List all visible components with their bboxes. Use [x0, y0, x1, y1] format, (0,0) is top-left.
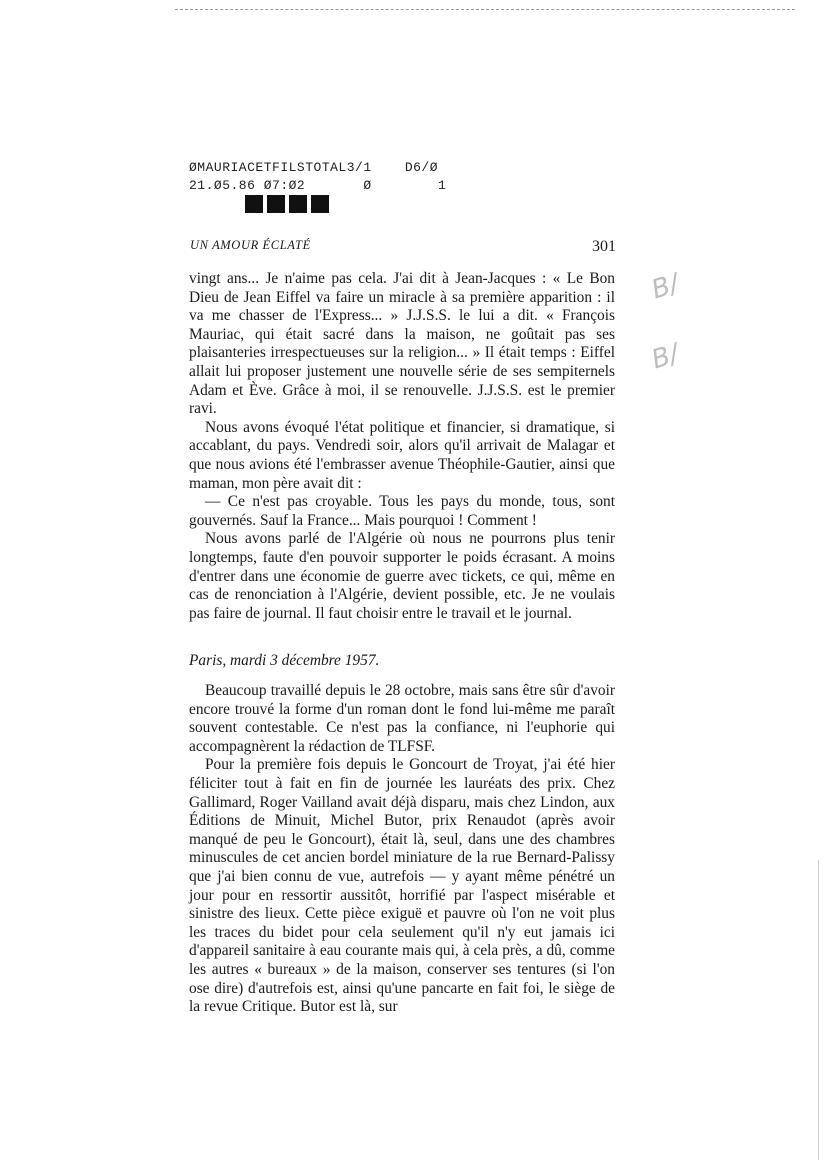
- margin-annotation: B/: [648, 268, 683, 306]
- paragraph: vingt ans... Je n'aime pas cela. J'ai dit à Jean-Jacques : « Le Bon Dieu de Jean Eiffel va faire un miracle à sa première apparition : il va me chasser de l'Express... » J.J.S.S. le lui a dit. « François Mauriac, qui était sacré dans la maison, ne goûtait pas ses plaisanteries irrespectueuses sur la religion... » Il était temps : Eiffel allait lui proposer justement une nouvelle série de ses sempiternels Adam et Ève. Grâce à moi, il se renouvelle. J.J.S.S. est le premier ravi.: [189, 270, 615, 418]
- top-scan-rule: [175, 9, 795, 10]
- text-section-1: [189, 270, 615, 623]
- margin-annotation: B/: [648, 338, 683, 376]
- scan-edge-line: [818, 860, 819, 1160]
- entry-dateline: Paris, mardi 3 décembre 1957.: [189, 652, 380, 669]
- registration-block: [267, 195, 285, 213]
- paragraph: Beaucoup travaillé depuis le 28 octobre, mais sans être sûr d'avoir encore trouvé la forme d'un roman dont le fond lui-même me paraît souvent contestable. Ce n'est pas la confiance, ni l'euphorie qui accompagnèrent la rédaction de TLFSF.: [189, 682, 615, 755]
- paragraph: Pour la première fois depuis le Goncourt de Troyat, j'ai été hier féliciter tout à fait en fin de journée les lauréats des prix. Chez Gallimard, Roger Vailland avait déjà disparu, mais chez Lindon, aux Éditions de Minuit, Michel Butor, prix Renaudot (après avoir manqué de peu le Goncourt), était là, seul, dans une des chambres minuscules de cet ancien bordel miniature de la rue Bernard-Palissy que j'ai bien connu de vue, autrefois — y ayant même pénétré un jour pour en ressortir aussitôt, horrifié par l'aspect misérable et sinistre des lieux. Cette pièce exiguë et pauvre où l'on ne voit plus les traces du bidet pour cela seulement qu'il n'y eut jamais ici d'appareil sanitaire à eau courante mais qui, à cela près, a dû, comme les autres « bureaux » de la maison, conserver ses tentures (si l'on ose dire) d'autrefois est, ainsi qu'une pancarte en fait foi, le siège de la revue Critique. Butor est là, sur: [189, 756, 615, 1016]
- typesetting-stamp-line-1: ØMAURIACETFILSTOTAL3/1 D6/Ø: [189, 160, 439, 175]
- paragraph: Nous avons parlé de l'Algérie où nous ne pourrons plus tenir longtemps, faute d'en pouvoir supporter le poids écrasant. A moins d'entrer dans une économie de guerre avec tickets, ce qui, même en cas de renonciation à l'Algérie, devient possible, etc. Je ne voulais pas faire de journal. Il faut choisir entre le travail et le journal.: [189, 530, 615, 622]
- text-section-2: [189, 682, 615, 1017]
- registration-blocks: [245, 195, 329, 213]
- paragraph: Nous avons évoqué l'état politique et financier, si dramatique, si accablant, du pays. Vendredi soir, alors qu'il arrivait de Malagar et que nous avions été l'embrasser avenue Théophile-Gautier, ainsi que maman, mon père avait dit :: [189, 418, 615, 492]
- paragraph: — Ce n'est pas croyable. Tous les pays du monde, tous, sont gouvernés. Sauf la France... Mais pourquoi ! Comment !: [189, 493, 615, 529]
- running-head: UN AMOUR ÉCLATÉ: [190, 238, 311, 252]
- typesetting-stamp-line-2: 21.Ø5.86 Ø7:Ø2 Ø 1: [189, 178, 447, 193]
- registration-block: [289, 195, 307, 213]
- registration-block: [245, 195, 263, 213]
- registration-block: [311, 195, 329, 213]
- page-number: 301: [592, 238, 616, 255]
